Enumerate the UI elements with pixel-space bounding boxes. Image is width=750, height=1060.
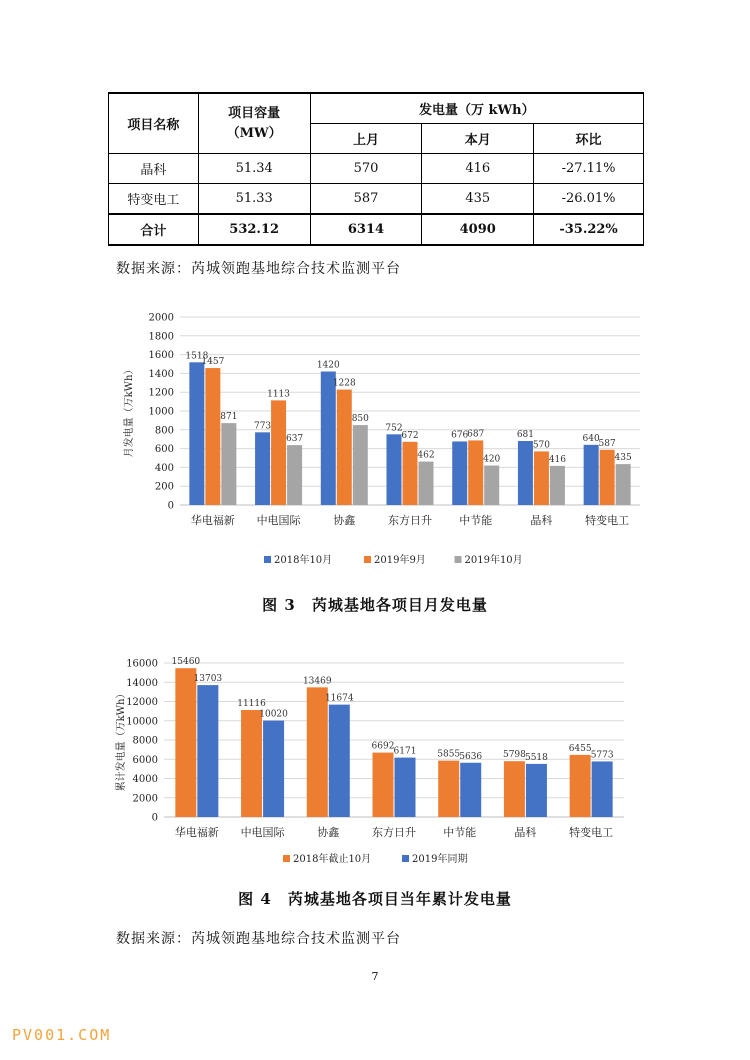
bar <box>419 462 434 505</box>
data-label: 10020 <box>259 709 288 720</box>
table-total-row <box>109 214 644 245</box>
y-tick-label: 2000 <box>132 793 158 805</box>
data-label: 416 <box>548 454 567 465</box>
y-tick-label: 14000 <box>126 677 158 689</box>
header-mom: 环比 <box>534 124 644 154</box>
header-last-month: 上月 <box>310 124 422 154</box>
total-name: 合计 <box>109 214 199 245</box>
data-source-bottom: 数据来源：芮城领跑基地综合技术监测平台 <box>116 931 401 947</box>
bar <box>616 464 631 505</box>
y-tick-label: 0 <box>167 500 174 512</box>
data-label: 773 <box>253 421 272 432</box>
bar <box>205 368 220 505</box>
y-tick-label: 2000 <box>148 312 174 324</box>
data-label: 435 <box>614 453 632 464</box>
data-label: 850 <box>351 414 369 425</box>
x-tick-label: 华电福新 <box>174 826 219 839</box>
bar <box>438 761 459 817</box>
x-tick-label: 中节能 <box>459 514 493 527</box>
bar <box>504 761 525 817</box>
data-label: 13469 <box>302 676 332 687</box>
y-tick-label: 600 <box>154 444 174 456</box>
data-label: 681 <box>516 429 535 440</box>
y-tick-label: 1000 <box>148 406 174 418</box>
cumulative-generation-chart <box>108 650 628 872</box>
header-this-month: 本月 <box>422 124 534 154</box>
legend-swatch <box>283 855 290 862</box>
data-label: 5636 <box>459 751 483 762</box>
generation-table <box>108 92 644 246</box>
header-generation: 发电量（万 kWh） <box>310 93 643 124</box>
y-tick-label: 0 <box>151 812 158 824</box>
bar <box>387 434 402 505</box>
data-label: 1228 <box>332 378 356 389</box>
bar <box>337 390 352 505</box>
bar <box>353 425 368 505</box>
bar <box>570 755 591 817</box>
y-tick-label: 8000 <box>132 735 158 747</box>
x-tick-label: 协鑫 <box>333 514 356 527</box>
bar <box>518 441 533 505</box>
legend-swatch <box>364 556 371 563</box>
x-tick-label: 华电福新 <box>190 514 235 527</box>
legend-swatch <box>264 556 271 563</box>
page-number: 7 <box>371 970 379 983</box>
row-mom: -26.01% <box>534 184 644 215</box>
data-label: 6171 <box>393 746 417 757</box>
bar <box>189 362 204 505</box>
x-tick-label: 晶科 <box>514 826 537 839</box>
header-capacity-line2: （MW） <box>226 125 282 141</box>
y-tick-label: 16000 <box>126 658 158 670</box>
bar <box>403 442 418 505</box>
data-label: 15460 <box>171 657 201 668</box>
data-label: 5773 <box>590 750 614 761</box>
bar <box>321 372 336 505</box>
x-tick-label: 特变电工 <box>585 514 630 527</box>
row-name: 特变电工 <box>109 184 199 215</box>
monthly-generation-chart <box>116 305 644 575</box>
x-tick-label: 中电国际 <box>256 514 301 527</box>
bar <box>468 440 483 505</box>
data-label: 672 <box>401 430 419 441</box>
header-capacity-line1: 项目容量 <box>228 105 281 121</box>
bar <box>584 445 599 505</box>
y-tick-label: 4000 <box>132 774 158 785</box>
legend-label: 2019年9月 <box>374 555 426 566</box>
data-label: 5518 <box>524 752 548 763</box>
figure3-caption: 图 3 芮城基地各项目月发电量 <box>262 596 488 614</box>
legend-label: 2018年10月 <box>274 555 333 566</box>
bar <box>592 761 613 817</box>
x-tick-label: 特变电工 <box>569 826 614 839</box>
y-tick-label: 10000 <box>126 716 158 728</box>
data-label: 6455 <box>568 743 592 754</box>
watermark: PV001.COM <box>12 1026 112 1044</box>
bar <box>271 400 286 505</box>
x-tick-label: 晶科 <box>530 514 553 527</box>
legend-label: 2019年10月 <box>464 555 523 566</box>
bar <box>484 466 499 505</box>
data-label: 752 <box>385 423 403 434</box>
x-tick-label: 东方日升 <box>388 514 432 527</box>
bar <box>550 466 565 505</box>
bar <box>373 753 394 817</box>
table-row <box>109 154 644 184</box>
y-tick-label: 800 <box>154 425 174 437</box>
data-label: 570 <box>532 440 551 451</box>
y-axis-label: 累计发电量（万kWh） <box>116 688 127 792</box>
data-label: 637 <box>285 434 304 445</box>
y-tick-label: 6000 <box>132 754 158 766</box>
data-label: 13703 <box>193 674 223 685</box>
y-tick-label: 12000 <box>126 697 158 708</box>
x-tick-label: 东方日升 <box>372 826 416 839</box>
data-label: 462 <box>417 450 435 461</box>
bar <box>600 450 615 505</box>
bar <box>460 763 481 817</box>
bar <box>287 445 302 505</box>
row-capacity: 51.34 <box>198 154 310 184</box>
figure4-caption: 图 4 芮城基地各项目当年累计发电量 <box>238 890 512 908</box>
y-tick-label: 400 <box>154 462 174 474</box>
bar <box>307 687 328 817</box>
data-label: 676 <box>451 430 469 441</box>
legend-swatch <box>455 556 462 563</box>
data-label: 1113 <box>267 389 291 400</box>
row-mom: -27.11% <box>534 154 644 184</box>
bar <box>255 432 270 505</box>
x-tick-label: 中节能 <box>443 826 477 839</box>
data-label: 640 <box>582 433 600 444</box>
row-current: 416 <box>422 154 534 184</box>
total-current: 4090 <box>422 214 534 245</box>
legend-label: 2018年截止10月 <box>293 854 372 865</box>
bar <box>241 710 262 817</box>
data-label: 871 <box>220 412 238 423</box>
x-tick-label: 协鑫 <box>317 826 340 839</box>
y-tick-label: 1400 <box>148 368 174 380</box>
y-tick-label: 1800 <box>148 331 174 343</box>
row-last: 587 <box>310 184 422 215</box>
y-tick-label: 200 <box>154 481 174 493</box>
data-label: 11674 <box>324 693 354 704</box>
total-capacity: 532.12 <box>198 214 310 245</box>
legend-label: 2019年同期 <box>412 854 468 865</box>
data-source-top: 数据来源：芮城领跑基地综合技术监测平台 <box>116 261 401 277</box>
bar <box>534 451 549 505</box>
y-tick-label: 1200 <box>148 387 174 399</box>
data-label: 11116 <box>237 699 266 710</box>
bar <box>263 721 284 817</box>
data-label: 6692 <box>371 741 395 752</box>
row-capacity: 51.33 <box>198 184 310 215</box>
data-label: 1457 <box>201 357 225 368</box>
y-axis-label: 月发电量（万kWh） <box>124 364 135 458</box>
bar <box>526 764 547 817</box>
bar <box>395 758 416 817</box>
bar <box>197 685 218 817</box>
legend-swatch <box>402 855 409 862</box>
bar <box>329 705 350 817</box>
bar <box>221 423 236 505</box>
data-label: 5855 <box>437 749 461 760</box>
row-last: 570 <box>310 154 422 184</box>
header-project-name: 项目名称 <box>109 93 199 154</box>
table-row <box>109 184 644 215</box>
data-label: 1420 <box>316 360 340 371</box>
data-label: 587 <box>598 438 616 449</box>
data-label: 687 <box>467 429 485 440</box>
bar <box>452 441 467 505</box>
data-label: 5798 <box>502 750 526 761</box>
total-last: 6314 <box>310 214 422 245</box>
total-mom: -35.22% <box>534 214 644 245</box>
row-current: 435 <box>422 184 534 215</box>
data-label: 420 <box>483 454 501 465</box>
y-tick-label: 1600 <box>148 350 174 362</box>
row-name: 晶科 <box>109 154 199 184</box>
data-label: 1518 <box>185 351 209 362</box>
header-capacity <box>198 93 310 154</box>
x-tick-label: 中电国际 <box>240 826 285 839</box>
bar <box>175 668 196 817</box>
